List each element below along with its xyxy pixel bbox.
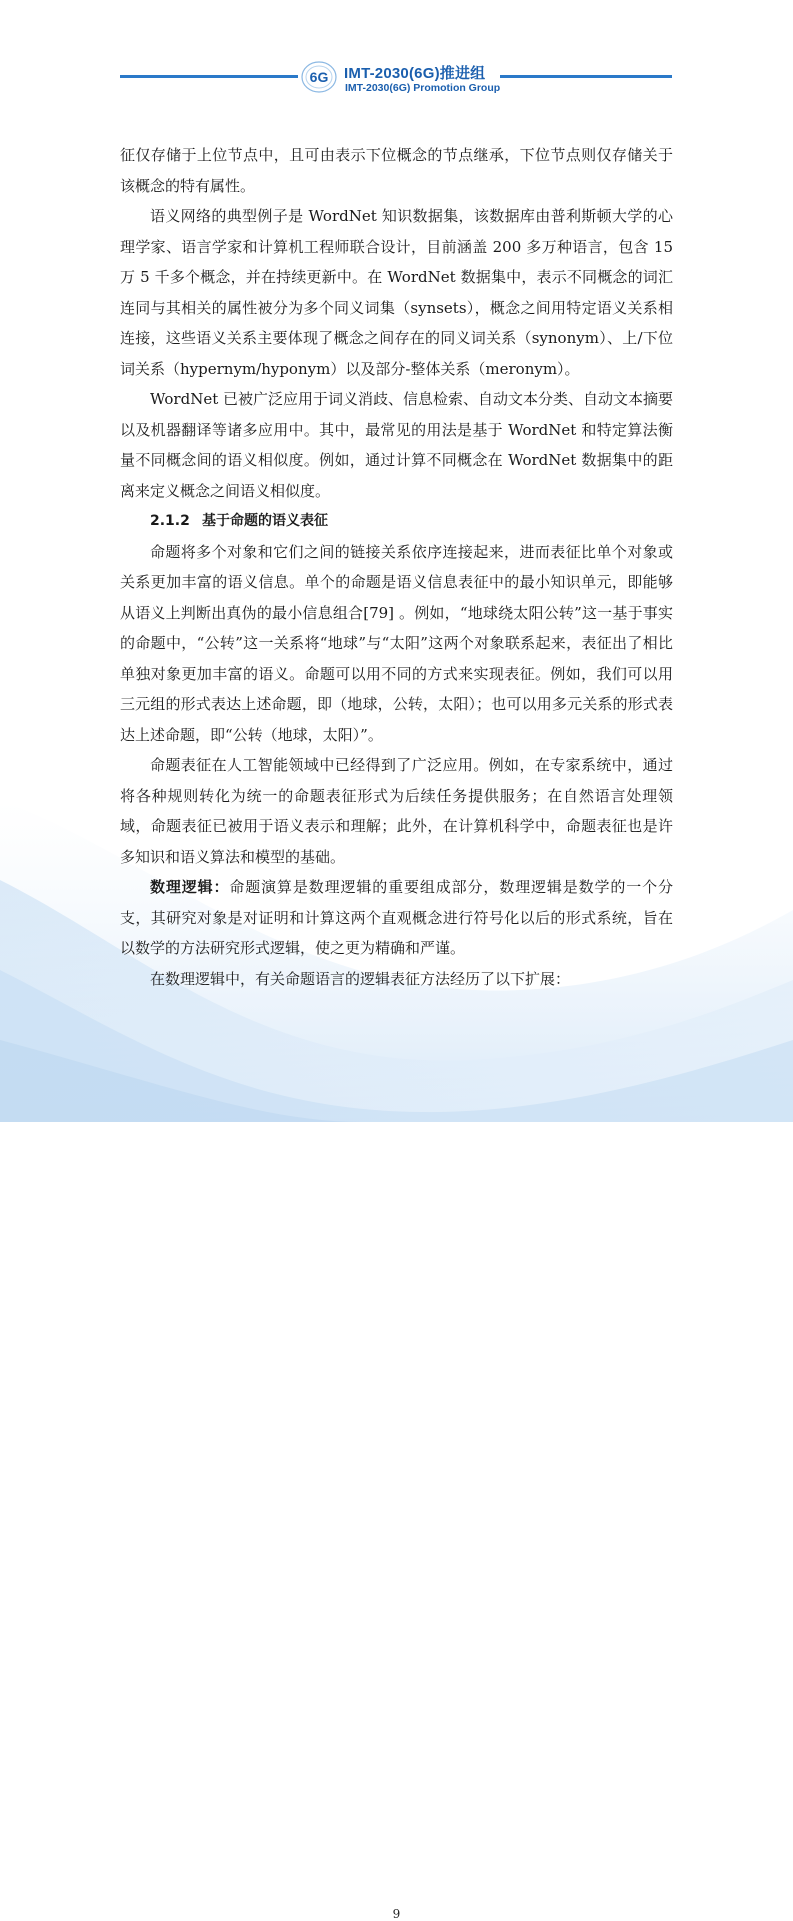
section-heading: [120, 506, 673, 537]
mathematical-logic-text: 命题演算是数理逻辑的重要组成部分，数理逻辑是数学的一个分支，其研究对象是对证明和计算这两个直观概念进行符号化以后的形式系统，旨在以数学的方法研究形式逻辑，使之更为精确和严谨。: [120, 878, 673, 957]
paragraph-proposition-definition: 命题将多个对象和它们之间的链接关系依序连接起来，进而表征比单个对象或关系更加丰富的语义信息。单个的命题是语义信息表征中的最小知识单元，即能够从语义上判断出真伪的最小信息组合[79] 。例如，“地球绕太阳公转”这一基于事实的命题中，“公转”这一关系将“地球”与“太阳”这两个对象联系起来，表征出了相比单独对象更加丰富的语义。命题可以用不同的方式来实现表征。例如，我们可以用三元组的形式表达上述命题，即（地球，公转，太阳）；也可以用多元关系的形式表达上述命题，即“公转（地球，太阳）”。: [120, 542, 673, 744]
header-subtitle: IMT-2030(6G) Promotion Group: [345, 82, 501, 94]
paragraph-continuation: 征仅存储于上位节点中，且可由表示下位概念的节点继承，下位节点则仅存储关于该概念的特有属性。: [120, 146, 673, 195]
paragraph-mathematical-logic: [120, 872, 673, 964]
section-number: 2.1.2: [150, 513, 190, 529]
page-number: 9: [392, 1907, 401, 1921]
page-header: [0, 58, 793, 98]
header-rule-left: [120, 75, 298, 78]
imt2030-6g-logo: [300, 60, 338, 94]
paragraph-proposition-applications: 命题表征在人工智能领域中已经得到了广泛应用。例如，在专家系统中，通过将各种规则转化为统一的命题表征形式为后续任务提供服务；在自然语言处理领域，命题表征已被用于语义表示和理解；此外，在计算机科学中，命题表征也是许多知识和语义算法和模型的基础。: [120, 756, 673, 866]
paragraph-logic-extensions: 在数理逻辑中，有关命题语言的逻辑表征方法经历了以下扩展：: [150, 969, 571, 988]
header-rule-right: [500, 75, 672, 78]
term-mathematical-logic: 数理逻辑：: [150, 878, 230, 896]
logo-text: 6G: [309, 69, 329, 85]
header-title: IMT-2030(6G)推进组: [344, 65, 486, 82]
paragraph-wordnet-intro: 语义网络的典型例子是 WordNet 知识数据集，该数据库由普利斯顿大学的心理学家、语言学家和计算机工程师联合设计，目前涵盖 200 多万种语言，包含 15 万 5 千多个概念，并在持续更新中。在 WordNet 数据集中，表示不同概念的词汇连同与其相关的属性被分为多个同义词集（synsets），概念之间用特定语义关系相连接，这些语义关系主要体现了概念之间存在的同义词关系（synonym）、上/下位词关系（hypernym/hyponym）以及部分-整体关系（meronym）。: [120, 207, 673, 378]
main-text: [120, 140, 673, 994]
section-title: 基于命题的语义表征: [202, 513, 328, 529]
paragraph-wordnet-applications: WordNet 已被广泛应用于词义消歧、信息检索、自动文本分类、自动文本摘要以及机器翻译等诸多应用中。其中，最常见的用法是基于 WordNet 和特定算法衡量不同概念间的语义相似度。例如，通过计算不同概念在 WordNet 数据集中的距离来定义概念之间语义相似度。: [120, 390, 674, 500]
